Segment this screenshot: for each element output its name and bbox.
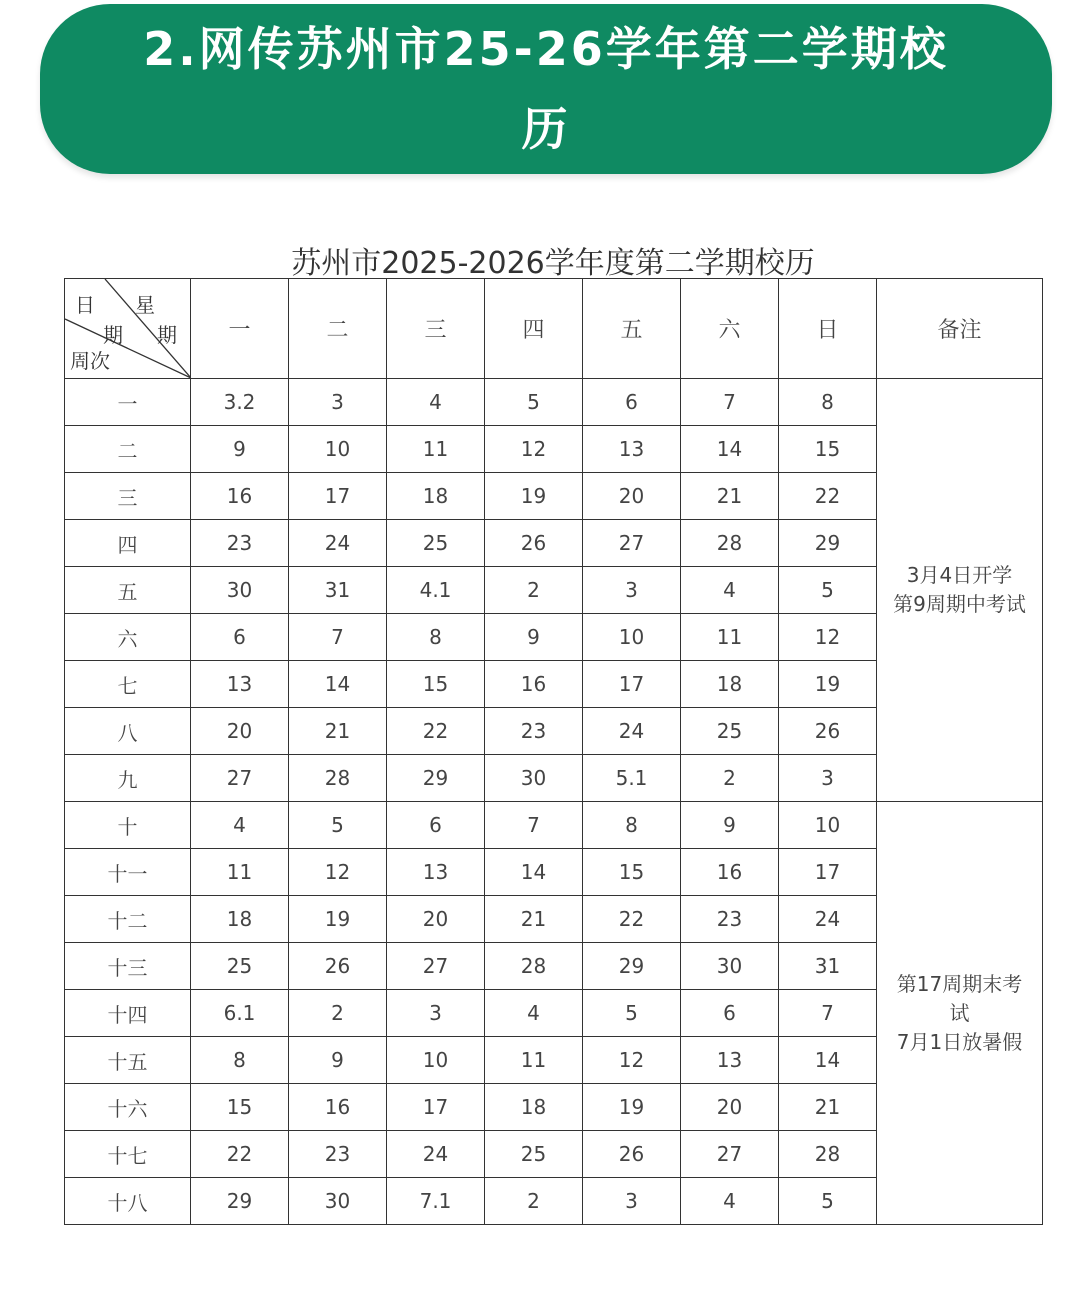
date-cell: 3 [779,755,877,802]
note-line: 7月1日放暑假 [896,1029,1023,1054]
date-cell: 18 [191,896,289,943]
note-line: 3月4日开学 [906,563,1013,587]
date-cell: 16 [485,661,583,708]
week-number-cell: 二 [65,426,191,473]
date-cell: 25 [485,1131,583,1178]
corner-label-xing: 星 [135,293,155,317]
date-cell: 29 [583,943,681,990]
date-cell: 18 [387,473,485,520]
date-cell: 13 [387,849,485,896]
date-cell: 27 [681,1131,779,1178]
date-cell: 5 [485,379,583,426]
date-cell: 14 [485,849,583,896]
date-cell: 21 [779,1084,877,1131]
date-cell: 16 [681,849,779,896]
date-cell: 6 [583,379,681,426]
date-cell: 17 [583,661,681,708]
week-number-cell: 十六 [65,1084,191,1131]
date-cell: 4 [387,379,485,426]
week-row [65,802,1043,849]
week-number-cell: 十七 [65,1131,191,1178]
date-cell: 5 [289,802,387,849]
date-cell: 7 [779,990,877,1037]
date-cell: 10 [779,802,877,849]
note-cell [877,379,1043,802]
week-number-cell: 十八 [65,1178,191,1225]
diagonal-corner-header [65,279,191,379]
school-calendar-table [64,278,1043,1225]
date-cell: 21 [681,473,779,520]
date-cell: 13 [681,1037,779,1084]
date-cell: 11 [191,849,289,896]
date-cell: 18 [485,1084,583,1131]
date-cell: 9 [485,614,583,661]
date-cell: 18 [681,661,779,708]
date-cell: 30 [191,567,289,614]
date-cell: 16 [191,473,289,520]
week-number-cell: 十一 [65,849,191,896]
date-cell: 20 [191,708,289,755]
date-cell: 7 [289,614,387,661]
day-header-fri: 五 [583,279,681,379]
date-cell: 14 [289,661,387,708]
date-cell: 6 [681,990,779,1037]
note-cell [877,802,1043,1225]
note-line: 第17周期末考 [896,971,1023,996]
day-header-tue: 二 [289,279,387,379]
date-cell: 24 [779,896,877,943]
date-cell: 17 [387,1084,485,1131]
date-cell: 16 [289,1084,387,1131]
week-number-cell: 五 [65,567,191,614]
day-header-wed: 三 [387,279,485,379]
corner-label-ri: 日 [75,293,95,317]
week-number-cell: 一 [65,379,191,426]
date-cell: 23 [191,520,289,567]
table-title: 苏州市2025-2026学年度第二学期校历 [291,246,815,281]
week-number-cell: 十五 [65,1037,191,1084]
date-cell: 31 [289,567,387,614]
week-number-cell: 七 [65,661,191,708]
date-cell: 25 [387,520,485,567]
date-cell: 26 [289,943,387,990]
date-cell: 21 [289,708,387,755]
date-cell: 26 [583,1131,681,1178]
date-cell: 29 [191,1178,289,1225]
date-cell: 24 [583,708,681,755]
note-line: 第9周期中考试 [893,592,1026,616]
date-cell: 2 [681,755,779,802]
week-number-cell: 十四 [65,990,191,1037]
date-cell: 22 [387,708,485,755]
date-cell: 15 [779,426,877,473]
date-cell: 12 [485,426,583,473]
day-header-mon: 一 [191,279,289,379]
date-cell: 7 [485,802,583,849]
date-cell: 17 [779,849,877,896]
week-row [65,379,1043,426]
date-cell: 4 [191,802,289,849]
date-cell: 15 [583,849,681,896]
date-cell: 30 [681,943,779,990]
date-cell: 3 [387,990,485,1037]
date-cell: 6 [387,802,485,849]
date-cell: 9 [191,426,289,473]
date-cell: 20 [387,896,485,943]
date-cell: 19 [779,661,877,708]
date-cell: 8 [387,614,485,661]
corner-label-zhou-ci: 周次 [70,349,110,373]
week-number-cell: 四 [65,520,191,567]
date-cell: 10 [289,426,387,473]
date-cell: 3 [583,1178,681,1225]
week-number-cell: 九 [65,755,191,802]
date-cell: 15 [387,661,485,708]
date-cell: 2 [289,990,387,1037]
date-cell: 23 [681,896,779,943]
date-cell: 24 [289,520,387,567]
date-cell: 25 [191,943,289,990]
date-cell: 14 [779,1037,877,1084]
note-line: 试 [949,1000,970,1025]
date-cell: 27 [387,943,485,990]
date-cell: 22 [779,473,877,520]
date-cell: 10 [583,614,681,661]
date-cell: 22 [583,896,681,943]
date-cell: 23 [289,1131,387,1178]
date-cell: 3 [583,567,681,614]
date-cell: 22 [191,1131,289,1178]
date-cell: 24 [387,1131,485,1178]
week-number-cell: 十二 [65,896,191,943]
date-cell: 31 [779,943,877,990]
date-cell: 8 [779,379,877,426]
date-cell: 3.2 [191,379,289,426]
date-cell: 7.1 [387,1178,485,1225]
header-row [65,279,1043,379]
banner-title-line-2: 历 [521,102,571,156]
date-cell: 2 [485,567,583,614]
date-cell: 13 [191,661,289,708]
date-cell: 12 [289,849,387,896]
date-cell: 8 [583,802,681,849]
date-cell: 4 [681,567,779,614]
date-cell: 5.1 [583,755,681,802]
date-cell: 19 [583,1084,681,1131]
date-cell: 27 [191,755,289,802]
date-cell: 26 [485,520,583,567]
date-cell: 5 [583,990,681,1037]
date-cell: 25 [681,708,779,755]
date-cell: 7 [681,379,779,426]
week-number-cell: 八 [65,708,191,755]
date-cell: 11 [485,1037,583,1084]
week-number-cell: 三 [65,473,191,520]
date-cell: 4 [681,1178,779,1225]
date-cell: 29 [779,520,877,567]
date-cell: 20 [583,473,681,520]
date-cell: 9 [289,1037,387,1084]
date-cell: 4 [485,990,583,1037]
date-cell: 28 [779,1131,877,1178]
date-cell: 13 [583,426,681,473]
date-cell: 19 [289,896,387,943]
date-cell: 15 [191,1084,289,1131]
date-cell: 26 [779,708,877,755]
date-cell: 11 [387,426,485,473]
date-cell: 17 [289,473,387,520]
week-number-cell: 六 [65,614,191,661]
date-cell: 19 [485,473,583,520]
day-header-sat: 六 [681,279,779,379]
note-header: 备注 [877,279,1043,379]
week-number-cell: 十 [65,802,191,849]
date-cell: 12 [779,614,877,661]
date-cell: 11 [681,614,779,661]
date-cell: 28 [681,520,779,567]
date-cell: 23 [485,708,583,755]
date-cell: 2 [485,1178,583,1225]
date-cell: 8 [191,1037,289,1084]
date-cell: 14 [681,426,779,473]
day-header-sun: 日 [779,279,877,379]
date-cell: 6.1 [191,990,289,1037]
date-cell: 6 [191,614,289,661]
corner-label-qi-left: 期 [103,323,123,347]
date-cell: 5 [779,1178,877,1225]
date-cell: 3 [289,379,387,426]
corner-label-qi-right: 期 [157,323,177,347]
title-banner [40,4,1052,174]
date-cell: 12 [583,1037,681,1084]
date-cell: 4.1 [387,567,485,614]
date-cell: 10 [387,1037,485,1084]
date-cell: 30 [485,755,583,802]
day-header-thu: 四 [485,279,583,379]
date-cell: 27 [583,520,681,567]
date-cell: 28 [289,755,387,802]
date-cell: 29 [387,755,485,802]
date-cell: 30 [289,1178,387,1225]
date-cell: 21 [485,896,583,943]
date-cell: 20 [681,1084,779,1131]
date-cell: 5 [779,567,877,614]
date-cell: 28 [485,943,583,990]
week-number-cell: 十三 [65,943,191,990]
date-cell: 9 [681,802,779,849]
banner-title-line-1: 2.网传苏州市25-26学年第二学期校 [143,22,949,76]
